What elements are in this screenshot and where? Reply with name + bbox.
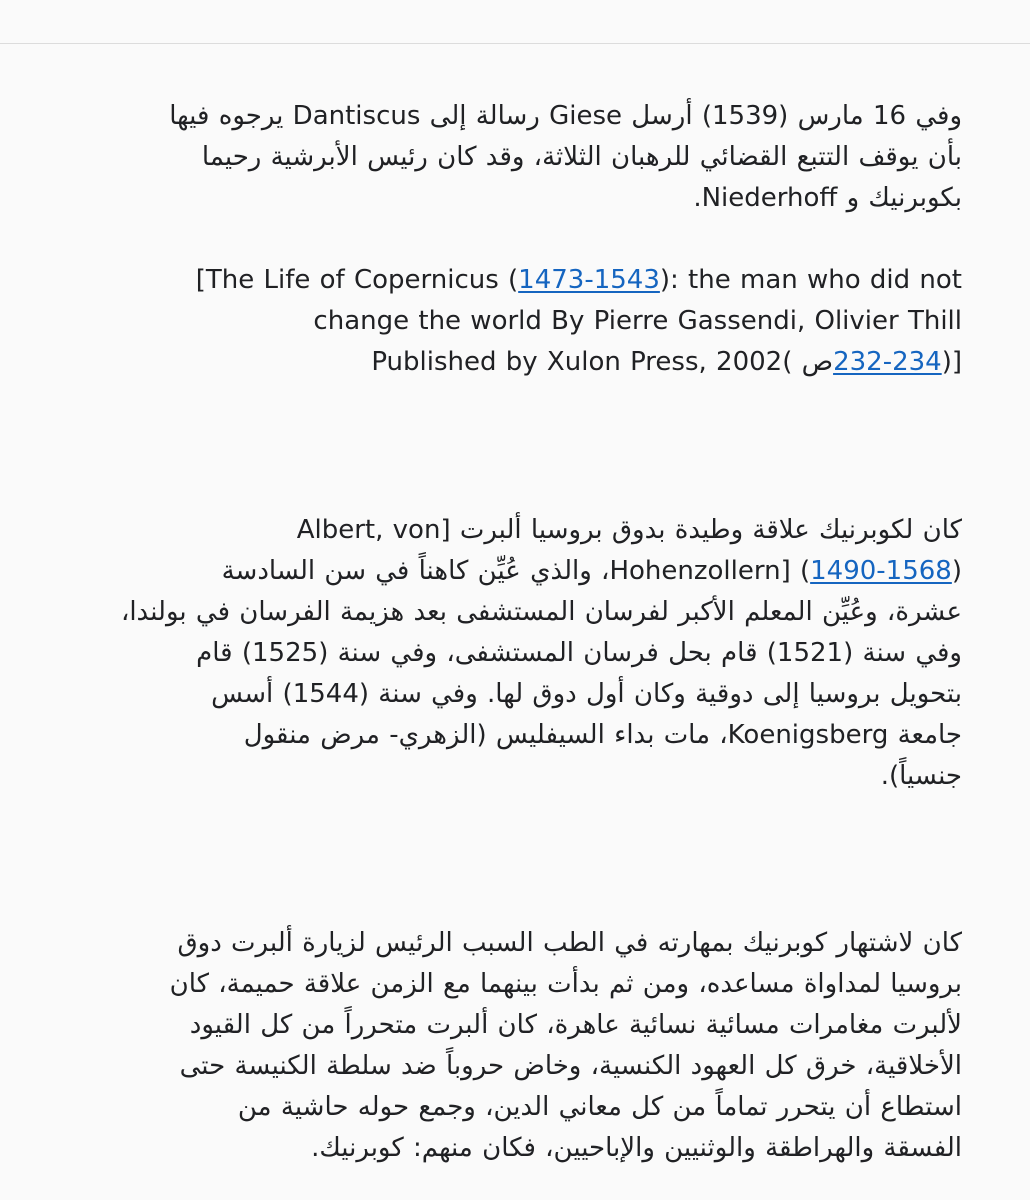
text-span: Hohenzollern] ( (609, 556, 811, 586)
citation-line-2: change the world By Pierre Gassendi, Olivier Thill (313, 306, 962, 336)
years-link-albert[interactable]: 1490-1568 (810, 556, 952, 586)
paragraph-copernicus-medicine (68, 923, 962, 1169)
text-line: كان لكوبرنيك علاقة وطيدة بدوق بروسيا ألبرت [Albert, von (296, 515, 962, 545)
text-line: بتحويل بروسيا إلى دوقية وكان أول دوق لها. وفي سنة (1544) أسس (211, 679, 962, 709)
citation-text: ): the man who did not] (195, 265, 962, 295)
text-line: بأن يوقف التتبع القضائي للرهبان الثلاثة، وقد كان رئيس الأبرشية رحيما (201, 142, 962, 172)
text-span: )، والذي عُيِّن كاهناً في سن السادسة (221, 556, 962, 586)
text-line: عشرة، وعُيِّن المعلم الأكبر لفرسان المستشفى بعد هزيمة الفرسان في بولندا، (120, 597, 962, 627)
text-line: بكوبرنيك و Niederhoff. (693, 183, 962, 213)
citation-text: [( (941, 347, 962, 377)
text-line: الفسقة والهراطقة والوثنيين والإباحيين، فكان منهم: كوبرنيك. (311, 1133, 962, 1163)
citation-text: ص )Published by Xulon Press, 2002 (371, 347, 834, 377)
citation-block (68, 260, 962, 383)
text-line: لألبرت مغامرات مسائية نسائية عاهرة، كان ألبرت متحرراً من كل القيود (189, 1010, 962, 1040)
paragraph-albert-von-hohenzollern (68, 510, 962, 797)
text-line: الأخلاقية، خرق كل العهود الكنسية، وخاض حروباً ضد سلطة الكنيسة حتى (179, 1051, 962, 1081)
citation-text: The Life of Copernicus ( (205, 265, 519, 295)
text-line: استطاع أن يتحرر تماماً من كل معاني الدين، وجمع حوله حاشية من (237, 1092, 962, 1122)
citation-line-1 (68, 260, 962, 301)
citation-line-3 (68, 342, 962, 383)
text-line: بروسيا لمداواة مساعده، ومن ثم بدأت بينهما مع الزمن علاقة حميمة، كان (169, 969, 962, 999)
text-line: كان لاشتهار كوبرنيك بمهارته في الطب السبب الرئيس لزيارة ألبرت دوق (177, 928, 962, 958)
article-body (68, 96, 962, 1169)
text-line: وفي 16 مارس (1539) أرسل Giese رسالة إلى Dantiscus يرجوه فيها (169, 101, 962, 131)
text-line: وفي سنة (1521) قام بحل فرسان المستشفى، وفي سنة (1525) قام (196, 638, 962, 668)
text-line: جنسياً). (880, 761, 962, 791)
years-link-copernicus[interactable]: 1473-1543 (518, 265, 660, 295)
text-line: جامعة Koenigsberg، مات بداء السيفليس (الزهري- مرض منقول (243, 720, 962, 750)
paragraph-giese-letter (68, 96, 962, 219)
top-divider (0, 43, 1030, 44)
text-line-with-link (68, 551, 962, 592)
pages-link[interactable]: 232-234 (833, 347, 942, 377)
